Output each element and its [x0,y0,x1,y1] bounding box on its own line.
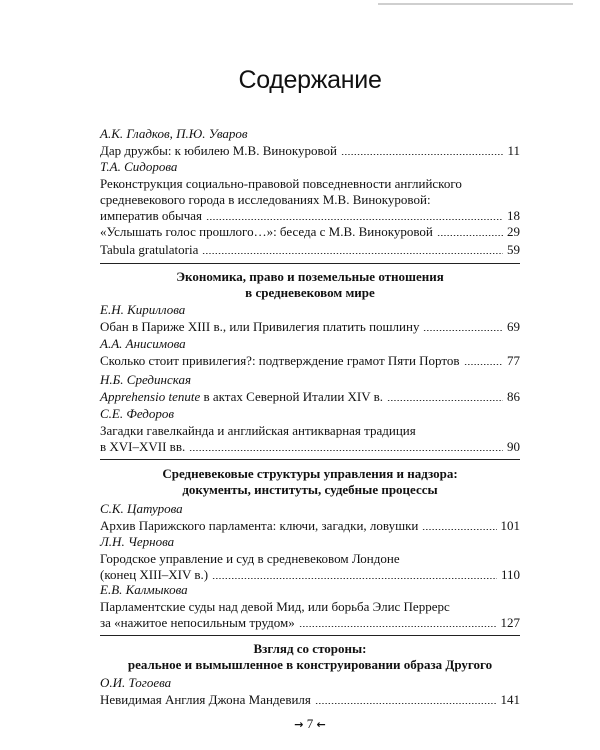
toc-entry[interactable] [100,534,520,583]
toc-entry[interactable] [100,126,520,159]
page-number: 90 [507,439,520,454]
dot-leader [464,364,503,365]
page-number: 77 [507,353,520,368]
entry-title-line: Реконструкция социально-правовой повседневности английского [100,176,462,191]
page-number: 18 [507,208,520,223]
latin-term: Apprehensio tenute [100,389,201,404]
dot-leader [189,450,503,451]
entry-title-line: императив обычая 18 [100,208,520,223]
dot-leader [341,154,504,155]
right-arrow-icon: → [294,718,304,731]
dot-leader [437,235,503,236]
page-number: 86 [507,389,520,404]
toc-entry[interactable] [100,224,520,240]
entry-title-line: Городское управление и суд в средневековом Лондоне [100,551,400,566]
page-number: 101 [500,518,520,533]
entry-title-line: средневекового города в исследованиях М.В. Винокуровой: [100,192,431,207]
page-number: 127 [500,615,520,630]
entry-author: С.Е. Федоров [100,406,174,421]
entry-title-line: Архив Парижского парламента: ключи, загадки, ловушки 101 [100,518,520,533]
entry-title-line: Обан в Париже XIII в., или Привилегия платить пошлину 69 [100,319,520,334]
toc-entry[interactable] [100,372,520,405]
entry-title-line: Невидимая Англия Джона Мандевиля 141 [100,692,520,707]
entry-title-line: (конец XIII–XIV в.) 110 [100,567,520,582]
dot-leader [315,703,497,704]
toc-entry[interactable] [100,501,520,534]
page-number: 141 [500,692,520,707]
dot-leader [299,626,497,627]
dot-leader [422,529,496,530]
page-number: 69 [507,319,520,334]
toc-entry[interactable] [100,675,520,708]
entry-title-line: за «нажитое непосильным трудом» 127 [100,615,520,630]
toc-entry[interactable] [100,336,520,369]
entry-title-line: Tabula gratulatoria 59 [100,242,520,257]
page-number: 11 [507,143,520,158]
toc-entry[interactable] [100,159,520,224]
toc-entry[interactable] [100,242,520,258]
page-footer [100,716,520,733]
entry-title-line: в XVI–XVII вв. 90 [100,439,520,454]
entry-author: А.А. Анисимова [100,336,186,351]
page-number: 59 [507,242,520,257]
entry-author: О.И. Тогоева [100,675,172,690]
entry-author: Е.В. Калмыкова [100,582,188,597]
entry-author: Е.Н. Кириллова [100,302,186,317]
section-heading: Экономика, право и поземельные отношения в средневековом мире [176,269,444,300]
entry-author: С.К. Цатурова [100,501,183,516]
entry-author: Н.Б. Срединская [100,372,192,387]
toc-entry[interactable] [100,302,520,335]
page-number: 110 [500,567,520,582]
dot-leader [423,330,503,331]
entry-author: А.К. Гладков, П.Ю. Уваров [100,126,248,141]
left-arrow-icon: ← [316,718,326,731]
dot-leader [206,219,503,220]
page-title: Содержание [238,66,382,94]
entry-author: Т.А. Сидорова [100,159,178,174]
entry-title-line: «Услышать голос прошлого…»: беседа с М.В. Винокуровой 29 [100,224,520,239]
folio-number: 7 [306,716,314,731]
toc-entry[interactable] [100,406,520,455]
dot-leader [212,578,497,579]
top-edge-line [378,3,573,5]
entry-title-line: Дар дружбы: к юбилею М.В. Винокуровой 11 [100,143,520,158]
toc-entry[interactable] [100,582,520,631]
dot-leader [202,253,503,254]
entry-title-line: Загадки гавелкайнда и английская антикварная традиция [100,423,416,438]
page-number: 29 [507,224,520,239]
section-divider [100,263,520,264]
entry-title-line: Сколько стоит привилегия?: подтверждение грамот Пяти Портов 77 [100,353,520,368]
entry-title-line: Парламентские суды над девой Мид, или борьба Элис Перрерс [100,599,450,614]
entry-title-line: Apprehensio tenute в актах Северной Италии XIV в. 86 [100,389,520,404]
section-divider [100,635,520,636]
dot-leader [387,400,503,401]
section-divider [100,459,520,460]
section-heading: Средневековые структуры управления и надзора: документы, институты, судебные процессы [162,466,458,497]
entry-author: Л.Н. Чернова [100,534,175,549]
section-heading: Взгляд со стороны: реальное и вымышленное в конструировании образа Другого [127,641,493,672]
